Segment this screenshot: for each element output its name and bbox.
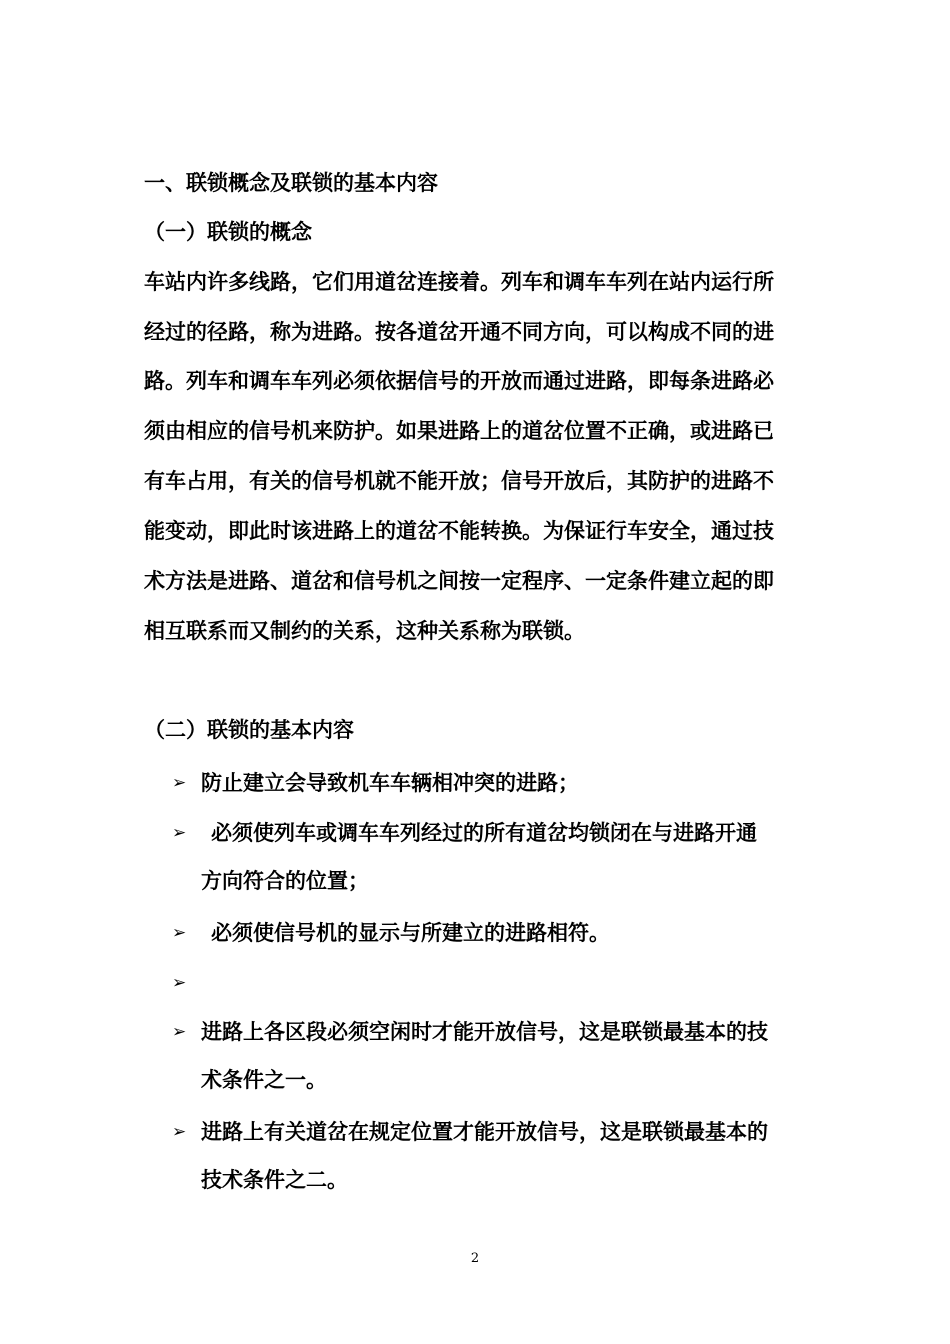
list-item-continuation: 术条件之一。 xyxy=(201,1068,327,1092)
list-item xyxy=(172,1117,814,1147)
arrow-bullet-icon: ➢ xyxy=(172,973,187,993)
arrow-bullet-icon: ➢ xyxy=(172,1122,187,1142)
arrow-bullet-icon: ➢ xyxy=(172,1022,187,1042)
list-item-text: 必须使信号机的显示与所建立的进路相符。 xyxy=(211,921,610,945)
list-item-text: 进路上各区段必须空闲时才能开放信号，这是联锁最基本的技 xyxy=(201,1020,768,1044)
list-item xyxy=(172,818,814,848)
list-item xyxy=(172,918,814,948)
list-item-continuation: 技术条件之二。 xyxy=(201,1168,348,1192)
paragraph-line: 术方法是进路、道岔和信号机之间按一定程序、一定条件建立起的即 xyxy=(144,569,774,593)
list-item xyxy=(172,768,814,798)
section-1-title: （一）联锁的概念 xyxy=(144,220,312,244)
list-item-text: 防止建立会导致机车车辆相冲突的进路； xyxy=(201,771,579,795)
paragraph-line: 路。列车和调车车列必须依据信号的开放而通过进路，即每条进路必 xyxy=(144,369,774,393)
paragraph-line: 相互联系而又制约的关系，这种关系称为联锁。 xyxy=(144,619,585,643)
arrow-bullet-icon: ➢ xyxy=(172,773,187,793)
list-item-text: 必须使列车或调车车列经过的所有道岔均锁闭在与进路开通 xyxy=(211,821,757,845)
heading-1: 一、联锁概念及联锁的基本内容 xyxy=(144,171,438,195)
list-item xyxy=(172,968,814,998)
paragraph-line: 有车占用，有关的信号机就不能开放；信号开放后，其防护的进路不 xyxy=(144,469,774,493)
arrow-bullet-icon: ➢ xyxy=(172,923,187,943)
paragraph-line: 经过的径路，称为进路。按各道岔开通不同方向，可以构成不同的进 xyxy=(144,320,774,344)
page-number: 2 xyxy=(470,1251,480,1266)
section-2-title: （二）联锁的基本内容 xyxy=(144,718,354,742)
paragraph-line: 车站内许多线路，它们用道岔连接着。列车和调车车列在站内运行所 xyxy=(144,270,774,294)
arrow-bullet-icon: ➢ xyxy=(172,823,187,843)
paragraph-line: 能变动，即此时该进路上的道岔不能转换。为保证行车安全，通过技 xyxy=(144,519,774,543)
list-item-continuation: 方向符合的位置； xyxy=(201,869,369,893)
list-item-text: 进路上有关道岔在规定位置才能开放信号，这是联锁最基本的 xyxy=(201,1120,768,1144)
paragraph-line: 须由相应的信号机来防护。如果进路上的道岔位置不正确，或进路已 xyxy=(144,419,774,443)
list-item xyxy=(172,1017,814,1047)
